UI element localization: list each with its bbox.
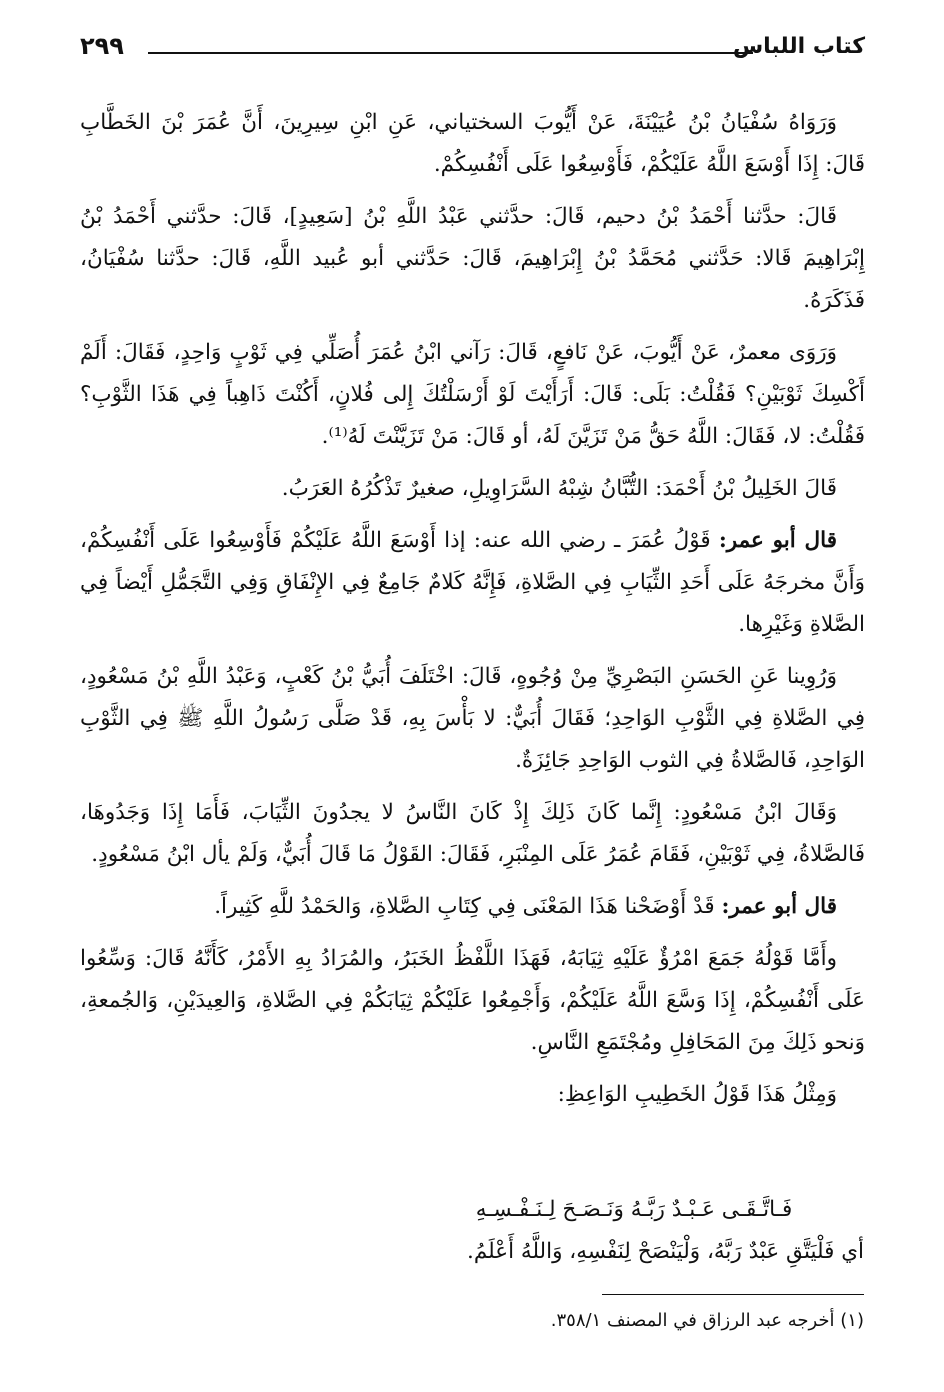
- paragraph-text: قَوْلُ عُمَرَ ـ رضي الله عنه: إذا أَوْسَعَ اللَّهُ عَلَيْكُمْ فَأَوْسِعُوا عَلَى أَنْفُسِكُمْ، وَأَنَّ مخرجَهُ عَلَى أَحَدِ الثِّيَابِ فِي الصَّلاةِ، فَإِنَّهُ كَلامٌ جَامِعٌ فِي الإِنْفَاقِ وَفِي التَّجَمُّلِ أَيْضاً فِي الصَّلاةِ وَغَيْرِها.: [80, 528, 865, 637]
- paragraph: [80, 520, 865, 646]
- footnote: (١) أخرجه عبد الرزاق في المصنف ٣٥٨/١.: [550, 1310, 864, 1331]
- paragraph: قَالَ: حدَّثنا أَحْمَدُ بْنُ دحيم، قَالَ: حدَّثني عَبْدُ اللَّهِ بْنُ [سَعِيدٍ]، قَالَ: حدَّثني أَحْمَدُ بْنُ إِبْرَاهِيمَ قَالا: حَدَّثني مُحَمَّدُ بْنُ إِبْرَاهِيمَ، قَالَ: حَدَّثني أبو عُبيد اللَّهِ، قَالَ: حدَّثنا سُفْيَانُ، فَذَكَرَهُ.: [80, 204, 865, 313]
- lead-label: قال أبو عمر:: [721, 894, 837, 919]
- paragraph: وأَمَّا قَوْلُهُ جَمَعَ امْرُؤٌ عَلَيْهِ ثِيَابَهُ، فَهَذَا اللَّفْظُ الخَبَرُ، والمُرَادُ بِهِ الأَمْرُ، كَأَنَّهُ قَالَ: وَسِّعُوا عَلَى أَنْفُسِكُمْ، إِذَا وَسَّعَ اللَّهُ عَلَيْكُمْ، وَأَجْمِعُوا عَلَيْكُمْ ثِيَابَكُمْ فِي الصَّلاةِ، وَالعِيدَيْنِ، وَالجُمعةِ، وَنحو ذَلِكَ مِنَ المَحَافِلِ ومُجْتَمَعِ النَّاسِ.: [80, 946, 865, 1055]
- page-body: [80, 102, 865, 1116]
- paragraph: وَمِثْلُ هَذَا قَوْلُ الخَطِيبِ الوَاعِظِ:: [557, 1082, 837, 1107]
- paragraph: وَرَوَاهُ سُفْيَانُ بْنُ عُيَيْنَةَ، عَنْ أَيُّوبَ السختياني، عَنِ ابْنِ سِيرِينَ، أَنَّ عُمَرَ بْنَ الخَطَّابِ قَالَ: إِذَا أَوْسَعَ اللَّهُ عَلَيْكُمْ، فَأَوْسِعُوا عَلَى أَنْفُسِكُمْ.: [80, 110, 865, 177]
- paragraph: [80, 886, 865, 928]
- paragraph-text: قَدْ أَوْضَحْنا هَذَا المَعْنَى فِي كِتَابِ الصَّلاةِ، وَالحَمْدُ للَّهِ كَثِيراً.: [214, 894, 715, 919]
- paragraph: وَقَالَ ابْنُ مَسْعُودٍ: إِنَّما كَانَ ذَلِكَ إِذْ كَانَ النَّاسُ لا يجدُونَ الثِّيَابَ، فَأَمَا إِذَا وَجَدُوهَا، فَالصَّلاةُ، فِي ثَوْبَيْنِ، فَقَامَ عُمَرُ عَلَى المِنْبَرِ، فَقَالَ: القَوْلُ مَا قَالَ أُبَيٌّ، وَلَمْ يأل ابْنُ مَسْعُودٍ.: [80, 800, 865, 867]
- paragraph: قَالَ الخَلِيلُ بْنُ أَحْمَدَ: التُّبَّانُ شِبْهُ السَّرَاوِيلِ، صغيرٌ تَذْكُرُهُ العَرَبُ.: [281, 476, 837, 501]
- verse-explanation: أي فَلْيَتَّقِ عَبْدٌ رَبَّهُ، وَلْيَنْصَحْ لِنَفْسِهِ، وَاللَّهُ أَعْلَمُ.: [467, 1239, 864, 1264]
- book-title: كتاب اللباس: [732, 34, 865, 59]
- paragraph: وَرُوِينا عَنِ الحَسَنِ البَصْرِيِّ مِنْ وُجُوهٍ، قَالَ: اخْتَلَفَ أُبَيُّ بْنُ كَعْبٍ، وَعَبْدُ اللَّهِ بْنُ مَسْعُودٍ، فِي الصَّلاةِ فِي الثَّوْبِ الوَاحِدِ؛ فَقَالَ أُبَيٌّ: لا بَأْسَ بِهِ، قَدْ صَلَّى رَسُولُ اللَّهِ ﷺ فِي الثَّوْبِ الوَاحِدِ، فَالصَّلاةُ فِي الثوب الوَاحِدِ جَائِزَةٌ.: [80, 664, 865, 773]
- lead-label: قال أبو عمر:: [718, 528, 837, 553]
- verse-line: فَـاتَّـقَـى عَـبْـدٌ رَبَّـهُ وَنَـصَـحَ لِـنَـفْـسِـهِ: [475, 1197, 793, 1222]
- footnote-rule: [602, 1294, 864, 1295]
- header-rule: [148, 52, 753, 54]
- page-header: [80, 30, 865, 64]
- paragraph: وَرَوَى معمرٌ، عَنْ أَيُّوبَ، عَنْ نَافعٍ، قَالَ: رَآني ابْنُ عُمَرَ أُصَلِّي فِي ثَوْبٍ وَاحِدٍ، فَقَالَ: أَلَمْ أَكْسِكَ ثَوْبَيْنِ؟ فَقُلْتُ: بَلَى: قَالَ: أَرَأَيْتَ لَوْ أَرْسَلْتُكَ إِلى فُلانٍ، أَكُنْتَ ذَاهِباً فِي هَذَا الثَّوْبِ؟ فَقُلْتُ: لا، فَقَالَ: اللَّهُ حَقُّ مَنْ تَزَيَّنَ لَهُ، أو قَالَ: مَنْ تَزَيَّنْتَ لَهُ⁽¹⁾.: [80, 340, 865, 449]
- page-number: ٢٩٩: [80, 32, 124, 60]
